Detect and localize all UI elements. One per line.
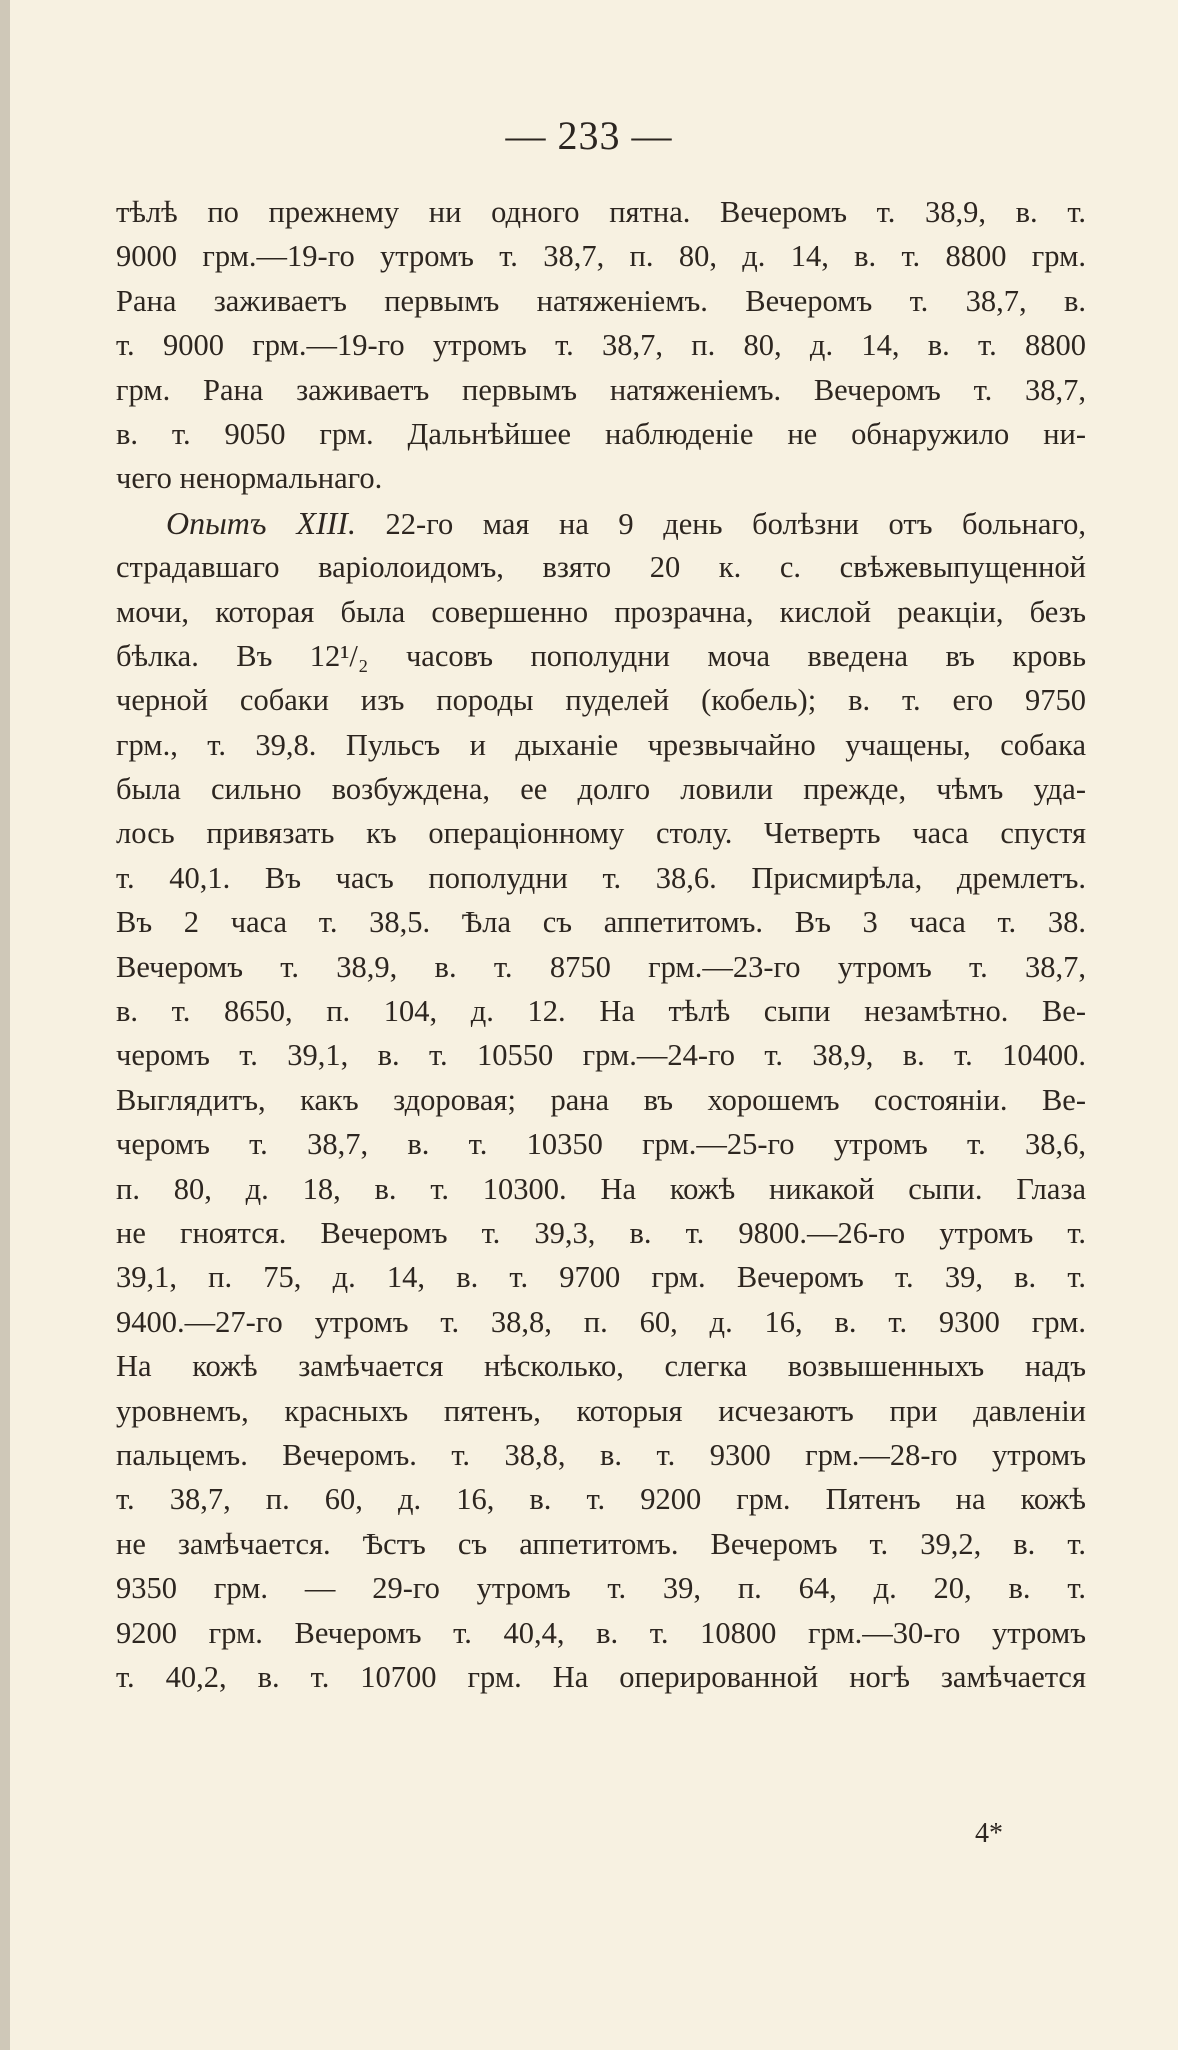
text-line: не гноятся. Вечеромъ т. 39,3, в. т. 9800.—26-го утромъ т. <box>116 1215 1086 1250</box>
text-line: т. 40,1. Въ часъ пополудни т. 38,6. Присмирѣла, дремлетъ. <box>116 860 1086 895</box>
text-line: черомъ т. 39,1, в. т. 10550 грм.—24-го т. 38,9, в. т. 10400. <box>116 1038 1086 1073</box>
text-line: т. 38,7, п. 60, д. 16, в. т. 9200 грм. Пятенъ на кожѣ <box>116 1482 1086 1517</box>
scan-edge <box>0 0 10 2050</box>
experiment-line <box>116 501 1086 545</box>
text-line: Вечеромъ т. 38,9, в. т. 8750 грм.—23-го утромъ т. 38,7, <box>116 949 1086 984</box>
text-line: мочи, которая была совершенно прозрачна, кислой реакціи, безъ <box>116 594 1086 629</box>
page-number-header: — 233 — <box>505 113 673 158</box>
text-line: уровнемъ, красныхъ пятенъ, которыя исчезаютъ при давленіи <box>116 1393 1086 1428</box>
text-line: 9350 грм. — 29-го утромъ т. 39, п. 64, д. 20, в. т. <box>116 1571 1086 1606</box>
text-line: была сильно возбуждена, ее долго ловили прежде, чѣмъ уда- <box>116 772 1086 807</box>
text-line: в. т. 9050 грм. Дальнѣйшее наблюденіе не обнаружило ни- <box>116 416 1086 451</box>
text-line: бѣлка. Въ 12¹/₂ часовъ пополудни моча введена въ кровь <box>116 638 1086 673</box>
text-line: лось привязать къ операціонному столу. Четверть часа спустя <box>116 816 1086 851</box>
text-line: 22-го мая на 9 день болѣзни отъ больнаго, <box>385 506 1087 541</box>
text-body <box>116 190 1086 1699</box>
text-line: грм. Рана заживаетъ первымъ натяженіемъ. Вечеромъ т. 38,7, <box>116 372 1086 407</box>
text-line: черной собаки изъ породы пуделей (кобель); в. т. его 9750 <box>116 683 1086 718</box>
text-line: т. 9000 грм.—19-го утромъ т. 38,7, п. 80, д. 14, в. т. 8800 <box>116 328 1086 363</box>
text-line: пальцемъ. Вечеромъ. т. 38,8, в. т. 9300 грм.—28-го утромъ <box>116 1437 1086 1472</box>
text-line: страдавшаго варіолоидомъ, взято 20 к. с. свѣжевыпущенной <box>116 550 1086 585</box>
signature-mark: 4* <box>975 1818 1003 1849</box>
text-line: в. т. 8650, п. 104, д. 12. На тѣлѣ сыпи незамѣтно. Ве- <box>116 994 1086 1029</box>
text-line: Въ 2 часа т. 38,5. Ѣла съ аппетитомъ. Въ 3 часа т. 38. <box>116 905 1086 940</box>
text-line: Выглядитъ, какъ здоровая; рана въ хорошемъ состояніи. Ве- <box>116 1082 1086 1117</box>
text-line: тѣлѣ по прежнему ни одного пятна. Вечеромъ т. 38,9, в. т. <box>116 195 1086 229</box>
text-line: На кожѣ замѣчается нѣсколько, слегка возвышенныхъ надъ <box>116 1349 1086 1384</box>
text-line: грм., т. 39,8. Пульсъ и дыханіе чрезвычайно учащены, собака <box>116 727 1086 762</box>
text-line: не замѣчается. Ѣстъ съ аппетитомъ. Вечеромъ т. 39,2, в. т. <box>116 1526 1086 1561</box>
text-line: чего ненормальнаго. <box>116 461 383 496</box>
text-line: п. 80, д. 18, в. т. 10300. На кожѣ никакой сыпи. Глаза <box>116 1171 1086 1206</box>
text-line: черомъ т. 38,7, в. т. 10350 грм.—25-го утромъ т. 38,6, <box>116 1127 1086 1162</box>
text-line: Рана заживаетъ первымъ натяженіемъ. Вечеромъ т. 38,7, в. <box>116 283 1086 318</box>
experiment-heading: Опытъ XIII. <box>166 504 356 541</box>
text-line: 9200 грм. Вечеромъ т. 40,4, в. т. 10800 грм.—30-го утромъ <box>116 1615 1086 1650</box>
text-line: 39,1, п. 75, д. 14, в. т. 9700 грм. Вечеромъ т. 39, в. т. <box>116 1260 1086 1295</box>
text-line: 9400.—27-го утромъ т. 38,8, п. 60, д. 16, в. т. 9300 грм. <box>116 1304 1086 1339</box>
text-line: т. 40,2, в. т. 10700 грм. На оперированной ногѣ замѣчается <box>116 1659 1086 1694</box>
text-line: 9000 грм.—19-го утромъ т. 38,7, п. 80, д. 14, в. т. 8800 грм. <box>116 239 1086 274</box>
